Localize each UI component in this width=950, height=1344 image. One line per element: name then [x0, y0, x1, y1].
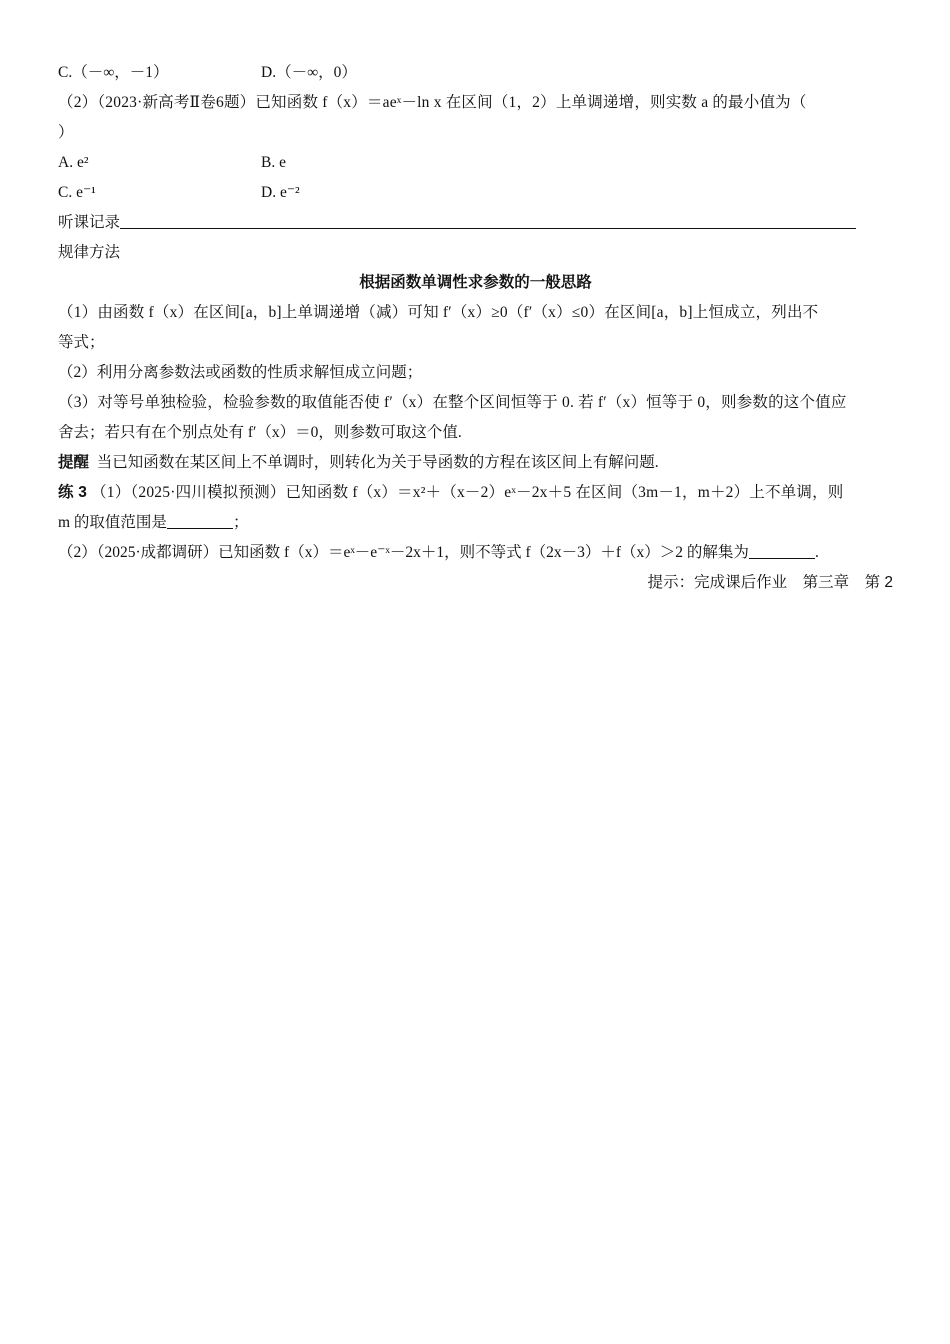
- practice-q1-answer-prompt: m 的取值范围是: [58, 514, 167, 531]
- method-item-2: （2）利用分离参数法或函数的性质求解恒成立问题；: [58, 364, 423, 381]
- q2-stem-line2: ）: [58, 124, 74, 141]
- q1-options-row: [58, 58, 893, 88]
- option-c: C. e⁻¹: [58, 184, 96, 201]
- answer-blank-1[interactable]: [167, 512, 233, 529]
- practice-label: 练 3: [58, 484, 88, 501]
- q2-options-row-cd: [58, 178, 893, 208]
- practice-q2-stem: （2）（2025·成都调研）已知函数 f（x）＝eˣ－e⁻ˣ－2x＋1，则不等式 f（2x－3）＋f（x）＞2 的解集为: [58, 544, 749, 561]
- method-label: 规律方法: [58, 244, 121, 261]
- practice-q1-stem: （1）（2025·四川模拟预测）已知函数 f（x）＝x²＋（x－2）eˣ－2x＋5 在区间（3m－1，m＋2）上不单调，则: [91, 484, 844, 501]
- notes-label: 听课记录: [58, 214, 121, 231]
- q2-options-row-ab: [58, 148, 893, 178]
- method-item-1: （1）由函数 f（x）在区间[a，b]上单调递增（减）可知 f′（x）≥0（f′（x）≤0）在区间[a，b]上恒成立，列出不: [58, 304, 819, 321]
- notes-row: [58, 208, 893, 238]
- document-page: [58, 58, 893, 598]
- answer-blank-2[interactable]: [749, 542, 815, 559]
- notes-underline[interactable]: [120, 210, 856, 229]
- method-item-3: （3）对等号单独检验，检验参数的取值能否使 f′（x）在整个区间恒等于 0. 若 f′（x）恒等于 0，则参数的这个值应: [58, 394, 847, 411]
- method-title: 根据函数单调性求参数的一般思路: [359, 274, 592, 291]
- reminder-label: 提醒: [58, 454, 90, 471]
- option-d: D.（－∞，0）: [261, 64, 357, 81]
- option-d: D. e⁻²: [261, 184, 300, 201]
- footer-hint: 提示：完成课后作业 第三章 第 2: [647, 574, 893, 591]
- option-c: C.（－∞，－1）: [58, 64, 169, 81]
- q2-stem-line1: （2）（2023·新高考Ⅱ卷6题）已知函数 f（x）＝aeˣ－ln x 在区间（1，2）上单调递增，则实数 a 的最小值为（: [58, 94, 807, 111]
- practice-line1: [58, 478, 893, 508]
- practice-line3: [58, 538, 893, 568]
- practice-q2-end: .: [814, 544, 819, 561]
- practice-q1-end: ；: [232, 514, 249, 531]
- method-item-3-cont: 舍去；若只有在个别点处有 f′（x）＝0，则参数可取这个值.: [58, 424, 462, 441]
- reminder-text: 当已知函数在某区间上不单调时，则转化为关于导函数的方程在该区间上有解问题.: [96, 454, 659, 471]
- method-item-1-cont: 等式；: [58, 334, 105, 351]
- option-a: A. e²: [58, 154, 89, 171]
- option-b: B. e: [261, 154, 286, 171]
- reminder-row: [58, 448, 893, 478]
- practice-line2: [58, 508, 893, 538]
